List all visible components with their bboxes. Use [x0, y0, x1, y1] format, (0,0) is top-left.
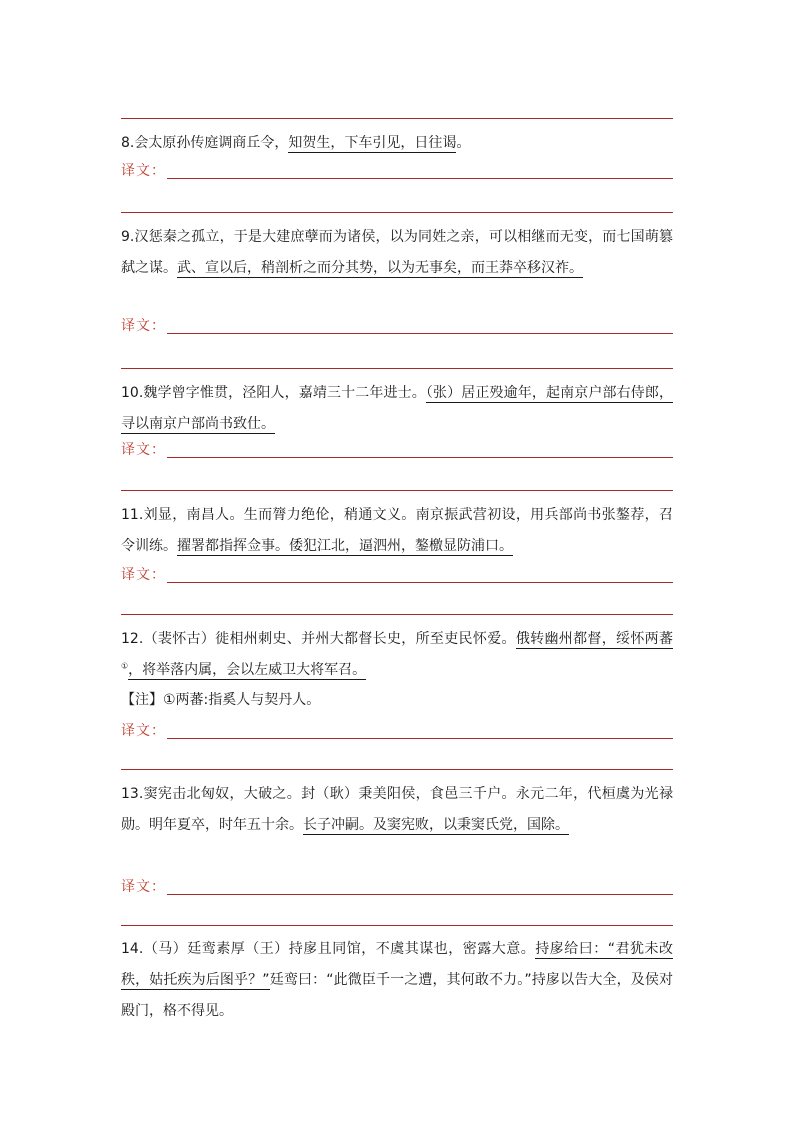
translation-answer — [121, 315, 673, 337]
translation-label: 译文： — [121, 567, 166, 583]
answer-line — [121, 212, 673, 213]
underlined-text: 武、宣以后，稍剖析之而分其势，以为无事矣，而王莽卒移汉祚。 — [177, 260, 583, 276]
question-9 — [121, 222, 673, 284]
answer-line — [167, 738, 673, 739]
question-text: 会太原孙传庭调商丘令， — [134, 135, 289, 151]
question-number: 10. — [121, 385, 144, 401]
underlined-text: 俄转幽州都督，绥怀两蕃 — [515, 631, 673, 647]
translation-label: 译文： — [121, 879, 166, 895]
question-11 — [121, 500, 673, 562]
underlined-text: 持扅给曰：“君犹未改秩，姑托疾为后图乎？” — [121, 941, 673, 988]
answer-line — [121, 925, 673, 926]
translation-answer — [121, 564, 673, 586]
question-8 — [121, 128, 673, 159]
underlined-text: 长子冲嗣。及窦宪败，以秉窦氏党，国除。 — [303, 817, 569, 833]
answer-line — [121, 769, 673, 770]
question-text: 窦宪击北匈奴，大破之。封（耿）秉美阳侯，食邑三千户。永元二年，代桓虞为光禄勋。明年夏卒，时年五十余。 — [121, 786, 673, 833]
question-number: 12. — [121, 631, 144, 647]
answer-line — [167, 178, 673, 179]
question-text: （马）廷鸾素厚（王）持扅且同馆，不虞其谋也，密露大意。 — [143, 941, 536, 957]
underlined-text: （张）居正殁逾年，起南京户部右侍郎，寻以南京户部尚书致仕。 — [121, 385, 674, 432]
translation-label: 译文： — [121, 163, 166, 179]
answer-line — [167, 894, 673, 895]
translation-label: 译文： — [121, 318, 166, 334]
footnote-marker: ① — [121, 661, 129, 671]
translation-answer — [121, 876, 673, 898]
question-number: 13. — [121, 786, 144, 802]
translation-answer — [121, 720, 673, 742]
answer-line — [121, 490, 673, 491]
question-text: 汉惩秦之孤立，于是大建庶孽而为诸侯，以为同姓之亲，可以相继而无变，而七国萌篡弑之谋。 — [121, 229, 673, 276]
underlined-text: 擢署都指挥佥事。倭犯江北，逼泗州，鏊檄显防浦口。 — [177, 538, 513, 554]
translation-answer — [121, 439, 673, 461]
question-14 — [121, 934, 673, 1027]
question-text: 廷鸾曰：“此微臣千一之遭，其何敢不力。”持扅以告大全，及侯对殿门，格不得见。 — [121, 972, 673, 1019]
question-number: 8. — [121, 135, 135, 151]
question-text: （裴怀古）徙相州刺史、并州大都督长史，所至吏民怀爱。 — [143, 631, 516, 647]
translation-answer — [121, 160, 673, 182]
footnote: 【注】①两蕃:指奚人与契丹人。 — [121, 692, 321, 708]
question-text: 刘显，南昌人。生而膂力绝伦，稍通文义。南京振武营初设，用兵部尚书张鏊荐，召令训练。 — [121, 507, 673, 554]
translation-label: 译文： — [121, 442, 166, 458]
answer-line — [121, 368, 673, 369]
question-number: 9. — [121, 229, 135, 245]
answer-line — [121, 118, 673, 119]
question-number: 11. — [121, 507, 144, 523]
answer-line — [167, 582, 673, 583]
question-text: 魏学曾字惟贯，泾阳人，嘉靖三十二年进士。 — [143, 385, 426, 401]
translation-label: 译文： — [121, 723, 166, 739]
answer-line — [167, 333, 673, 334]
question-10 — [121, 378, 673, 440]
question-13 — [121, 779, 673, 841]
underlined-text: 知贺生，下车引见，日往谒 — [288, 135, 457, 151]
underlined-text: ，将举落内属，会以左威卫大将军召。 — [128, 662, 367, 678]
answer-line — [167, 457, 673, 458]
question-12 — [121, 624, 673, 686]
answer-line — [121, 614, 673, 615]
question-number: 14. — [121, 941, 144, 957]
question-text: 。 — [456, 135, 471, 151]
